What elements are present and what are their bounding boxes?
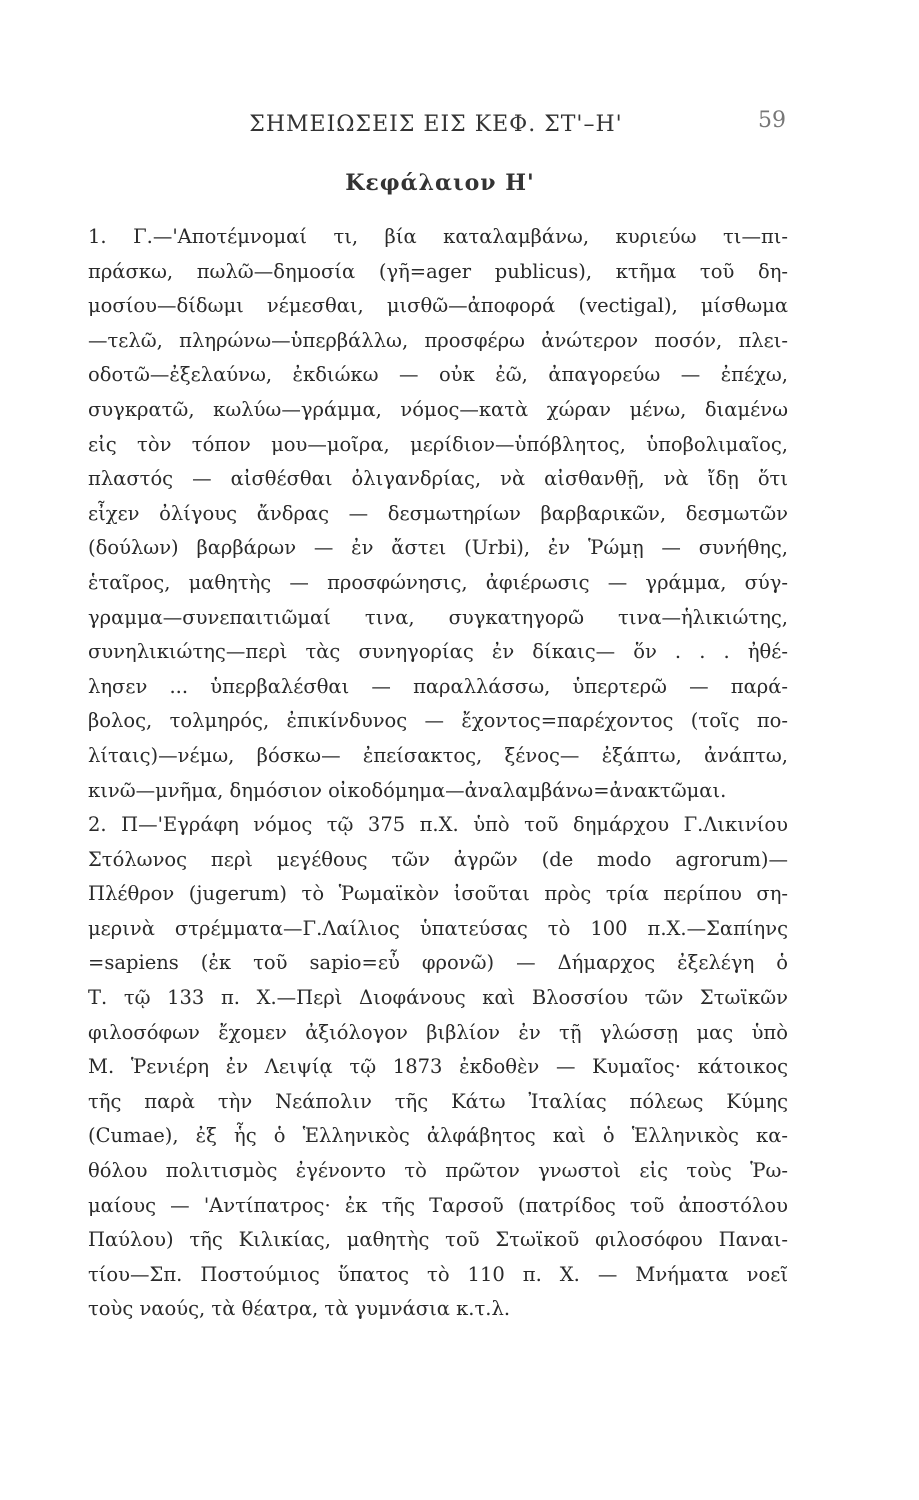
text-line: Τ. τῷ 133 π. Χ.—Περὶ Διοφάνους καὶ Βλοσσίου τῶν Στωϊκῶν	[88, 986, 788, 1010]
text-line: =sapiens (ἐκ τοῦ sapio=εὖ φρονῶ) — Δήμαρχος ἐξελέγη ὁ	[88, 951, 788, 975]
text-line: ἑταῖρος, μαθητὴς — προσφώνησις, ἀφιέρωσις — γράμμα, σύγ-	[88, 570, 788, 594]
running-head: ΣΗΜΕΙΩΣΕΙΣ ΕΙΣ ΚΕΦ. ΣΤ'–Η'	[249, 112, 623, 137]
text-line: μαίους — 'Αντίπατρος· ἐκ τῆς Ταρσοῦ (πατρίδος τοῦ ἀποστόλου	[88, 1193, 788, 1217]
text-line: λίταις)—νέμω, βόσκω— ἐπείσακτος, ξένος— ἐξάπτω, ἀνάπτω,	[88, 743, 788, 767]
text-line: γραμμα—συνεπαιτιῶμαί τινα, συγκατηγορῶ τινα—ἡλικιώτης,	[88, 605, 788, 629]
text-line: κινῶ—μνῆμα, δημόσιον οἰκοδόμημα—ἀναλαμβάνω=ἀνακτῶμαι.	[88, 778, 727, 802]
text-line: πλαστός — αἰσθέσθαι ὀλιγανδρίας, νὰ αἰσθανθῇ, νὰ ἴδῃ ὅτι	[88, 467, 788, 491]
text-line: λησεν ... ὑπερβαλέσθαι — παραλλάσσω, ὑπερτερῶ — παρά-	[88, 674, 788, 698]
text-line: Μ. Ῥενιέρη ἐν Λειψίᾳ τῷ 1873 ἐκδοθὲν — Κυμαῖος· κάτοικος	[88, 1055, 788, 1079]
text-line: φιλοσόφων ἔχομεν ἀξιόλογον βιβλίον ἐν τῇ γλώσσῃ μας ὑπὸ	[88, 1020, 788, 1044]
text-line: 2. Π—'Εγράφη νόμος τῷ 375 π.Χ. ὑπὸ τοῦ δημάρχου Γ.Λικινίου	[88, 813, 788, 837]
text-line: Πλέθρον (jugerum) τὸ Ῥωμαϊκὸν ἰσοῦται πρὸς τρία περίπου ση-	[88, 882, 788, 906]
text-line: βολος, τολμηρός, ἐπικίνδυνος — ἔχοντος=παρέχοντος (τοῖς πο-	[88, 709, 788, 733]
text-line: συνηλικιώτης—περὶ τὰς συνηγορίας ἐν δίκαις— ὅν . . . ἠθέ-	[88, 640, 788, 664]
text-line: —τελῶ, πληρώνω—ὑπερβάλλω, προσφέρω ἀνώτερον ποσόν, πλει-	[88, 328, 788, 352]
text-line: (δούλων) βαρβάρων — ἐν ἄστει (Urbi), ἐν Ῥώμῃ — συνήθης,	[88, 536, 788, 560]
text-line: εἰς τὸν τόπον μου—μοῖρα, μερίδιον—ὑπόβλητος, ὑποβολιμαῖος,	[88, 432, 788, 456]
text-line: πράσκω, πωλῶ—δημοσία (γῆ=ager publicus), κτῆμα τοῦ δη-	[88, 259, 788, 283]
text-line: τοὺς ναούς, τὰ θέατρα, τὰ γυμνάσια κ.τ.λ.	[88, 1297, 511, 1321]
text-line: τίου—Σπ. Ποστούμιος ὕπατος τὸ 110 π. Χ. — Μνήματα νοεῖ	[88, 1262, 788, 1286]
text-line: μερινὰ στρέμματα—Γ.Λαίλιος ὑπατεύσας τὸ 100 π.Χ.—Σαπίηνς	[88, 916, 788, 940]
text-line: Παύλου) τῆς Κιλικίας, μαθητὴς τοῦ Στωϊκοῦ φιλοσόφου Παναι-	[88, 1228, 788, 1252]
notes-body	[88, 220, 788, 1327]
text-line: θόλου πολιτισμὸς ἐγένοντο τὸ πρῶτον γνωστοὶ εἰς τοὺς Ῥω-	[88, 1159, 788, 1183]
text-line: μοσίου—δίδωμι νέμεσθαι, μισθῶ—ἀποφορά (vectigal), μίσθωμα	[88, 294, 788, 318]
text-line: (Cumae), ἐξ ἧς ὁ Ἑλληνικὸς ἀλφάβητος καὶ ὁ Ἑλληνικὸς κα-	[88, 1124, 788, 1148]
text-line: τῆς παρὰ τὴν Νεάπολιν τῆς Κάτω Ἰταλίας πόλεως Κύμης	[88, 1089, 788, 1113]
text-line: οδοτῶ—ἐξελαύνω, ἐκδιώκω — οὐκ ἐῶ, ἀπαγορεύω — ἐπέχω,	[88, 363, 788, 387]
chapter-title: Κεφάλαιον Η'	[345, 170, 535, 196]
text-line: 1. Γ.—'Αποτέμνομαί τι, βία καταλαμβάνω, κυριεύω τι—πι-	[88, 225, 788, 248]
page-number: 59	[758, 108, 786, 133]
text-line: συγκρατῶ, κωλύω—γράμμα, νόμος—κατὰ χώραν μένω, διαμένω	[88, 397, 788, 421]
text-line: εἶχεν ὀλίγους ἄνδρας — δεσμωτηρίων βαρβαρικῶν, δεσμωτῶν	[88, 501, 788, 525]
text-line: Στόλωνος περὶ μεγέθους τῶν ἀγρῶν (de modo agrorum)—	[88, 847, 788, 871]
